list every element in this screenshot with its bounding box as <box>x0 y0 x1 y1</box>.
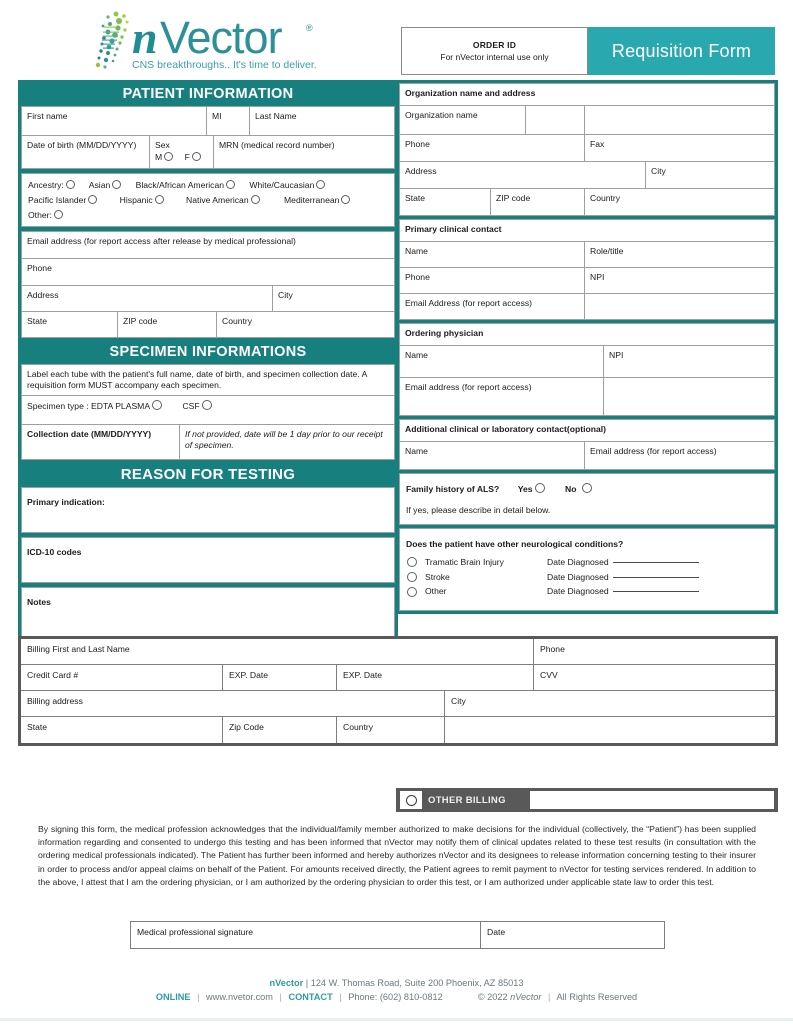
footer-copyright-brand: nVector <box>510 992 542 1002</box>
organization-name-field-ext2[interactable] <box>585 106 774 134</box>
svg-text:®: ® <box>306 23 313 33</box>
footer-separator: | <box>339 992 342 1002</box>
footer-separator: | <box>279 992 282 1002</box>
organization-title <box>400 84 774 105</box>
credit-card-label: Credit Card # <box>27 670 79 680</box>
billing-state-label: State <box>27 722 48 732</box>
organization-city-label: City <box>651 166 666 176</box>
additional-contact-name-field[interactable] <box>400 442 585 469</box>
clinical-contact-npi-field[interactable] <box>585 268 774 293</box>
organization-state-label: State <box>405 193 426 203</box>
order-id-subtitle: For nVector internal use only <box>440 52 549 62</box>
footer-address-line <box>0 978 793 988</box>
organization-country-label: Country <box>590 193 621 203</box>
footer-separator: | <box>197 992 200 1002</box>
additional-contact-name-label: Name <box>405 446 428 456</box>
notes-label: Notes <box>27 597 51 607</box>
physician-name-field[interactable] <box>400 346 604 377</box>
family-history-panel <box>396 473 778 528</box>
sex-male-radio[interactable] <box>164 152 173 161</box>
footer-address: 124 W. Thomas Road, Suite 200 Phoenix, AZ 85013 <box>310 978 524 988</box>
patient-information-panel <box>18 80 398 341</box>
patient-city-label: City <box>278 290 293 300</box>
nvector-logo <box>88 8 388 74</box>
ancestry-radio-white-caucasian[interactable] <box>316 180 325 189</box>
table-row <box>400 220 774 242</box>
sex-label: Sex <box>155 140 170 150</box>
sex-female-radio[interactable] <box>192 152 201 161</box>
organization-city-field[interactable] <box>646 162 774 188</box>
neuro-option-row <box>406 572 768 583</box>
page-header <box>0 0 793 78</box>
table-row <box>400 378 774 415</box>
requisition-form-title: Requisition Form <box>611 40 752 61</box>
table-row <box>400 420 774 442</box>
organization-name-field[interactable] <box>400 106 526 134</box>
patient-address-field[interactable] <box>22 286 273 311</box>
ancestry-radio-mediterranean[interactable] <box>341 195 350 204</box>
organization-address-field[interactable] <box>400 162 646 188</box>
collection-date-note-text: If not provided, date will be 1 day prior to our receipt of specimen. <box>185 429 383 450</box>
organization-table <box>399 83 775 216</box>
billing-name-field[interactable] <box>21 639 534 665</box>
exp-date-label-1: EXP. Date <box>229 670 269 680</box>
physician-email-field[interactable] <box>400 378 604 415</box>
svg-text:n: n <box>132 12 158 63</box>
exp-date-label-2: EXP. Date <box>343 670 383 680</box>
order-id-title: ORDER ID <box>472 40 517 50</box>
svg-text:Vector: Vector <box>160 12 282 63</box>
table-row <box>400 84 774 106</box>
clinical-contact-email-field[interactable] <box>400 294 585 319</box>
logo-tagline-text: CNS breakthroughs.. It's time to deliver. <box>132 59 317 71</box>
footer-brand: nVector <box>269 978 304 988</box>
organization-phone-label: Phone <box>405 139 430 149</box>
other-billing-input[interactable] <box>530 791 774 809</box>
table-row <box>22 107 394 136</box>
patient-address-label: Address <box>27 290 59 300</box>
neuro-date-label-2: Date Diagnosed <box>547 586 609 597</box>
patient-contact-table <box>21 231 395 338</box>
patient-city-field[interactable] <box>273 286 394 311</box>
patient-state-field[interactable] <box>22 312 118 337</box>
last-name-field[interactable] <box>250 107 394 135</box>
specimen-table <box>21 364 395 460</box>
ancestry-row-2 <box>28 193 388 208</box>
billing-country-field[interactable] <box>337 717 445 743</box>
ancestry-other-label: Other: <box>28 210 52 220</box>
clinical-contact-email-label: Email Address (for report access) <box>405 298 533 308</box>
billing-country-label: Country <box>343 722 374 732</box>
patient-zip-label: ZIP code <box>123 316 158 326</box>
table-row <box>400 324 774 346</box>
additional-contact-title-text: Additional clinical or laboratory contact(optional) <box>405 424 607 434</box>
neuro-date-input-2[interactable] <box>613 591 699 592</box>
ancestry-radio-black-african-american[interactable] <box>226 180 235 189</box>
table-row <box>400 106 774 135</box>
primary-clinical-contact-panel <box>396 219 778 323</box>
physician-email-label: Email address (for report access) <box>405 382 532 392</box>
clinical-contact-email-value[interactable] <box>585 294 774 319</box>
neuro-option-row <box>406 557 768 568</box>
footer-copyright-pre: © 2022 <box>477 992 511 1002</box>
footer-copyright <box>478 992 542 1002</box>
collection-date-note <box>180 425 394 459</box>
billing-address-field[interactable] <box>21 691 445 717</box>
billing-phone-field[interactable] <box>534 639 775 665</box>
table-row <box>21 639 775 665</box>
dob-field[interactable] <box>22 136 150 168</box>
table-row <box>400 162 774 189</box>
mrn-label: MRN (medical record number) <box>219 140 335 150</box>
sex-male-label: M <box>155 151 163 162</box>
ancestry-label: Ancestry: <box>28 180 64 190</box>
collection-date-label: Collection date (MM/DD/YYYY) <box>27 429 152 439</box>
order-id-box[interactable] <box>401 27 588 75</box>
cvv-label: CVV <box>540 670 558 680</box>
neuro-date-label-1: Date Diagnosed <box>547 571 609 582</box>
footer-rule <box>0 1018 793 1021</box>
specimen-type-radio-edta-plasma[interactable] <box>152 400 162 410</box>
clinical-contact-role-label: Role/title <box>590 246 624 256</box>
family-history-yes-label: Yes <box>517 484 533 494</box>
neuro-radio-other[interactable] <box>407 587 417 597</box>
neuro-date-input-1[interactable] <box>613 577 699 578</box>
page-footer <box>0 978 793 1002</box>
ordering-physician-title <box>400 324 774 345</box>
ancestry-option-label-1: Black/African American <box>135 180 224 190</box>
ancestry-radio-native-american[interactable] <box>251 195 260 204</box>
neurological-conditions-panel <box>396 528 778 614</box>
family-history-group <box>399 473 775 525</box>
exp-date-field-2[interactable] <box>337 665 534 691</box>
clinical-contact-phone-label: Phone <box>405 272 430 282</box>
footer-contact-label: CONTACT <box>288 992 333 1002</box>
footer-contact-line <box>0 992 793 1002</box>
footer-separator: | <box>305 978 309 988</box>
patient-country-field[interactable] <box>217 312 394 337</box>
billing-country-value[interactable] <box>445 717 775 743</box>
organization-zip-label: ZIP code <box>496 193 531 203</box>
primary-clinical-contact-title <box>400 220 774 241</box>
footer-website-link[interactable]: www.nvetor.com <box>206 992 273 1002</box>
dob-label: Date of birth (MM/DD/YYYY) <box>27 140 137 150</box>
patient-email-field[interactable] <box>22 232 394 258</box>
other-billing-radio[interactable] <box>406 795 417 806</box>
table-row <box>400 294 774 319</box>
sex-field[interactable] <box>150 136 214 168</box>
table-row <box>22 312 394 337</box>
specimen-type-field[interactable] <box>22 396 394 424</box>
organization-panel <box>396 80 778 219</box>
organization-fax-label: Fax <box>590 139 605 149</box>
table-row <box>22 286 394 312</box>
patient-email-label: Email address (for report access after release by medical professional) <box>27 236 296 246</box>
billing-city-label: City <box>451 696 466 706</box>
clinical-contact-name-field[interactable] <box>400 242 585 267</box>
family-history-question: Family history of ALS? <box>406 484 500 494</box>
credit-card-field[interactable] <box>21 665 223 691</box>
exp-date-field-1[interactable] <box>223 665 337 691</box>
organization-title-text: Organization name and address <box>405 88 536 98</box>
physician-npi-label: NPI <box>609 350 624 360</box>
neuro-option-label-2: Other <box>425 586 447 597</box>
ancestry-radio-hispanic[interactable] <box>155 195 164 204</box>
neuro-question: Does the patient have other neurological conditions? <box>406 539 624 549</box>
organization-name-field-ext[interactable] <box>526 106 585 134</box>
patient-state-label: State <box>27 316 48 326</box>
mi-label: MI <box>212 111 222 121</box>
ancestry-option-label-5: Native American <box>186 195 249 205</box>
neuro-option-row <box>406 586 768 597</box>
specimen-type-radio-csf[interactable] <box>202 400 212 410</box>
icd10-field[interactable] <box>21 537 395 583</box>
additional-contact-title <box>400 420 774 441</box>
table-row <box>400 189 774 215</box>
organization-zip-field[interactable] <box>491 189 585 215</box>
neuro-radio-stroke[interactable] <box>407 572 417 582</box>
ancestry-option-label-2: White/Caucasian <box>249 180 315 190</box>
right-column <box>396 80 778 614</box>
table-row <box>22 259 394 286</box>
patient-country-label: Country <box>222 316 253 326</box>
primary-clinical-contact-title-text: Primary clinical contact <box>405 224 502 234</box>
table-row <box>22 136 394 168</box>
ancestry-option-label-0: Asian <box>88 180 111 190</box>
collection-date-field[interactable] <box>22 425 180 459</box>
clinical-contact-name-label: Name <box>405 246 428 256</box>
table-row <box>22 425 394 459</box>
reason-for-testing-band: REASON FOR TESTING <box>21 463 395 487</box>
organization-address-label: Address <box>405 166 437 176</box>
first-name-label: First name <box>27 111 68 121</box>
mrn-field[interactable] <box>214 136 394 168</box>
table-row <box>22 365 394 396</box>
primary-indication-field[interactable] <box>21 487 395 533</box>
ancestry-option-label-6: Mediterranean <box>284 195 340 205</box>
billing-name-label: Billing First and Last Name <box>27 644 130 654</box>
last-name-label: Last Name <box>255 111 297 121</box>
specimen-instructions <box>22 365 394 395</box>
patient-phone-label: Phone <box>27 263 52 273</box>
neuro-date-label-0: Date Diagnosed <box>547 557 609 567</box>
ancestry-radio-0[interactable] <box>66 180 75 189</box>
family-history-note: If yes, please describe in detail below. <box>406 505 551 515</box>
primary-clinical-contact-table <box>399 219 775 320</box>
patient-name-table <box>21 106 395 169</box>
left-column <box>18 80 398 676</box>
signature-date-label: Date <box>487 927 506 937</box>
ancestry-radio-other[interactable] <box>54 210 63 219</box>
physician-npi-field[interactable] <box>604 346 774 377</box>
signature-label: Medical professional signature <box>137 927 254 937</box>
patient-zip-field[interactable] <box>118 312 217 337</box>
patient-phone-field[interactable] <box>22 259 394 285</box>
other-billing-label: OTHER BILLING <box>428 794 506 806</box>
footer-separator: | <box>548 992 551 1002</box>
table-row <box>22 232 394 259</box>
ordering-physician-title-text: Ordering physician <box>405 328 484 338</box>
logo-svg <box>88 8 388 74</box>
mi-field[interactable] <box>207 107 250 135</box>
table-row <box>21 717 775 743</box>
table-row <box>400 442 774 469</box>
table-row <box>400 346 774 378</box>
specimen-information-panel <box>18 341 398 463</box>
ancestry-group <box>21 173 395 227</box>
organization-country-field[interactable] <box>585 189 774 215</box>
table-row <box>400 242 774 268</box>
sex-female-label: F <box>184 151 190 162</box>
other-billing-bar <box>396 788 778 812</box>
neuro-option-label-1: Stroke <box>425 571 450 582</box>
billing-city-field[interactable] <box>445 691 775 717</box>
ancestry-radio-asian[interactable] <box>112 180 121 189</box>
ordering-physician-panel <box>396 323 778 419</box>
table-row <box>21 691 775 717</box>
patient-information-band: PATIENT INFORMATION <box>21 83 395 106</box>
form-columns <box>0 80 793 630</box>
table-row <box>21 665 775 691</box>
neurological-conditions-group <box>399 528 775 611</box>
cvv-field[interactable] <box>534 665 775 691</box>
neuro-question-row <box>406 534 768 552</box>
billing-zip-field[interactable] <box>223 717 337 743</box>
other-billing-radio-holder <box>400 791 422 809</box>
footer-rights: All Rights Reserved <box>556 992 638 1002</box>
billing-state-field[interactable] <box>21 717 223 743</box>
organization-phone-field[interactable] <box>400 135 585 161</box>
additional-contact-table <box>399 419 775 470</box>
neuro-date-input-0[interactable] <box>613 562 699 563</box>
billing-phone-label: Phone <box>540 644 565 654</box>
organization-fax-field[interactable] <box>585 135 774 161</box>
billing-section <box>18 636 778 746</box>
table-row <box>22 396 394 425</box>
family-history-question-row <box>406 479 768 497</box>
first-name-field[interactable] <box>22 107 207 135</box>
neuro-radio-tramatic-brain-injury[interactable] <box>407 557 417 567</box>
table-row <box>400 268 774 294</box>
specimen-information-band: SPECIMEN INFORMATIONS <box>21 341 395 364</box>
family-history-radio-yes[interactable] <box>535 483 545 493</box>
footer-online-label: ONLINE <box>155 992 191 1002</box>
additional-contact-email-label: Email address (for report access) <box>590 446 717 456</box>
family-history-note-row <box>406 500 768 518</box>
icd10-label: ICD-10 codes <box>27 547 82 557</box>
organization-state-field[interactable] <box>400 189 491 215</box>
neuro-option-label-0: Tramatic Brain Injury <box>425 557 504 567</box>
signature-date-field[interactable] <box>481 922 664 948</box>
legal-paragraph: By signing this form, the medical profession acknowledges that the individual/family member authorized to make decisions for the individual (collectively, the “Patient”) has been supplied information regarding and consented to undergo this testing and has been informed that nVector may notify them of clinical updates related to these test results (in consultation with the ordering medical professionals indicated). The Patient has further been informed and hereby authorizes nVector and its designees to release information concerning testing to their insurer in order to process and/or appeal claims on behalf of the Patient. For amounts received directly, the Patient agrees to remit payment to nVector for testing services rendered. In addition to the above, I attest that I am the ordering physician, or I am authorized by the ordering physician to order this test, or I am authorized under applicable state law to order this test. <box>38 824 756 887</box>
physician-name-label: Name <box>405 350 428 360</box>
specimen-type-label: Specimen type : EDTA PLASMA <box>27 401 151 411</box>
ancestry-row-1 <box>28 178 388 193</box>
additional-contact-panel <box>396 419 778 473</box>
family-history-no-label: No <box>565 484 577 494</box>
family-history-radio-no[interactable] <box>582 483 592 493</box>
billing-zip-label: Zip Code <box>229 722 264 732</box>
primary-indication-label: Primary indication: <box>27 497 105 507</box>
signature-section <box>130 921 665 949</box>
ancestry-option-label-4: Hispanic <box>119 195 153 205</box>
ordering-physician-table <box>399 323 775 416</box>
dna-helix-icon <box>96 12 129 69</box>
additional-contact-email-field[interactable] <box>585 442 774 469</box>
physician-email-value[interactable] <box>604 378 774 415</box>
table-row <box>400 135 774 162</box>
clinical-contact-npi-label: NPI <box>590 272 605 282</box>
ancestry-option-label-3: Pacific Islander <box>28 195 87 205</box>
footer-phone: Phone: (602) 810-0812 <box>348 992 443 1002</box>
requisition-form-banner <box>588 27 775 75</box>
specimen-instructions-text: Label each tube with the patient's full name, date of birth, and specimen collection date. A requisition form MUST accompany each specimen. <box>27 369 367 390</box>
ancestry-radio-pacific-islander[interactable] <box>88 195 97 204</box>
signature-field[interactable] <box>131 922 481 948</box>
clinical-contact-phone-field[interactable] <box>400 268 585 293</box>
organization-name-label: Organization name <box>405 110 478 120</box>
billing-address-label: Billing address <box>27 696 83 706</box>
ancestry-row-3 <box>28 208 388 223</box>
specimen-type-csf-label: CSF <box>182 401 200 411</box>
clinical-contact-role-field[interactable] <box>585 242 774 267</box>
